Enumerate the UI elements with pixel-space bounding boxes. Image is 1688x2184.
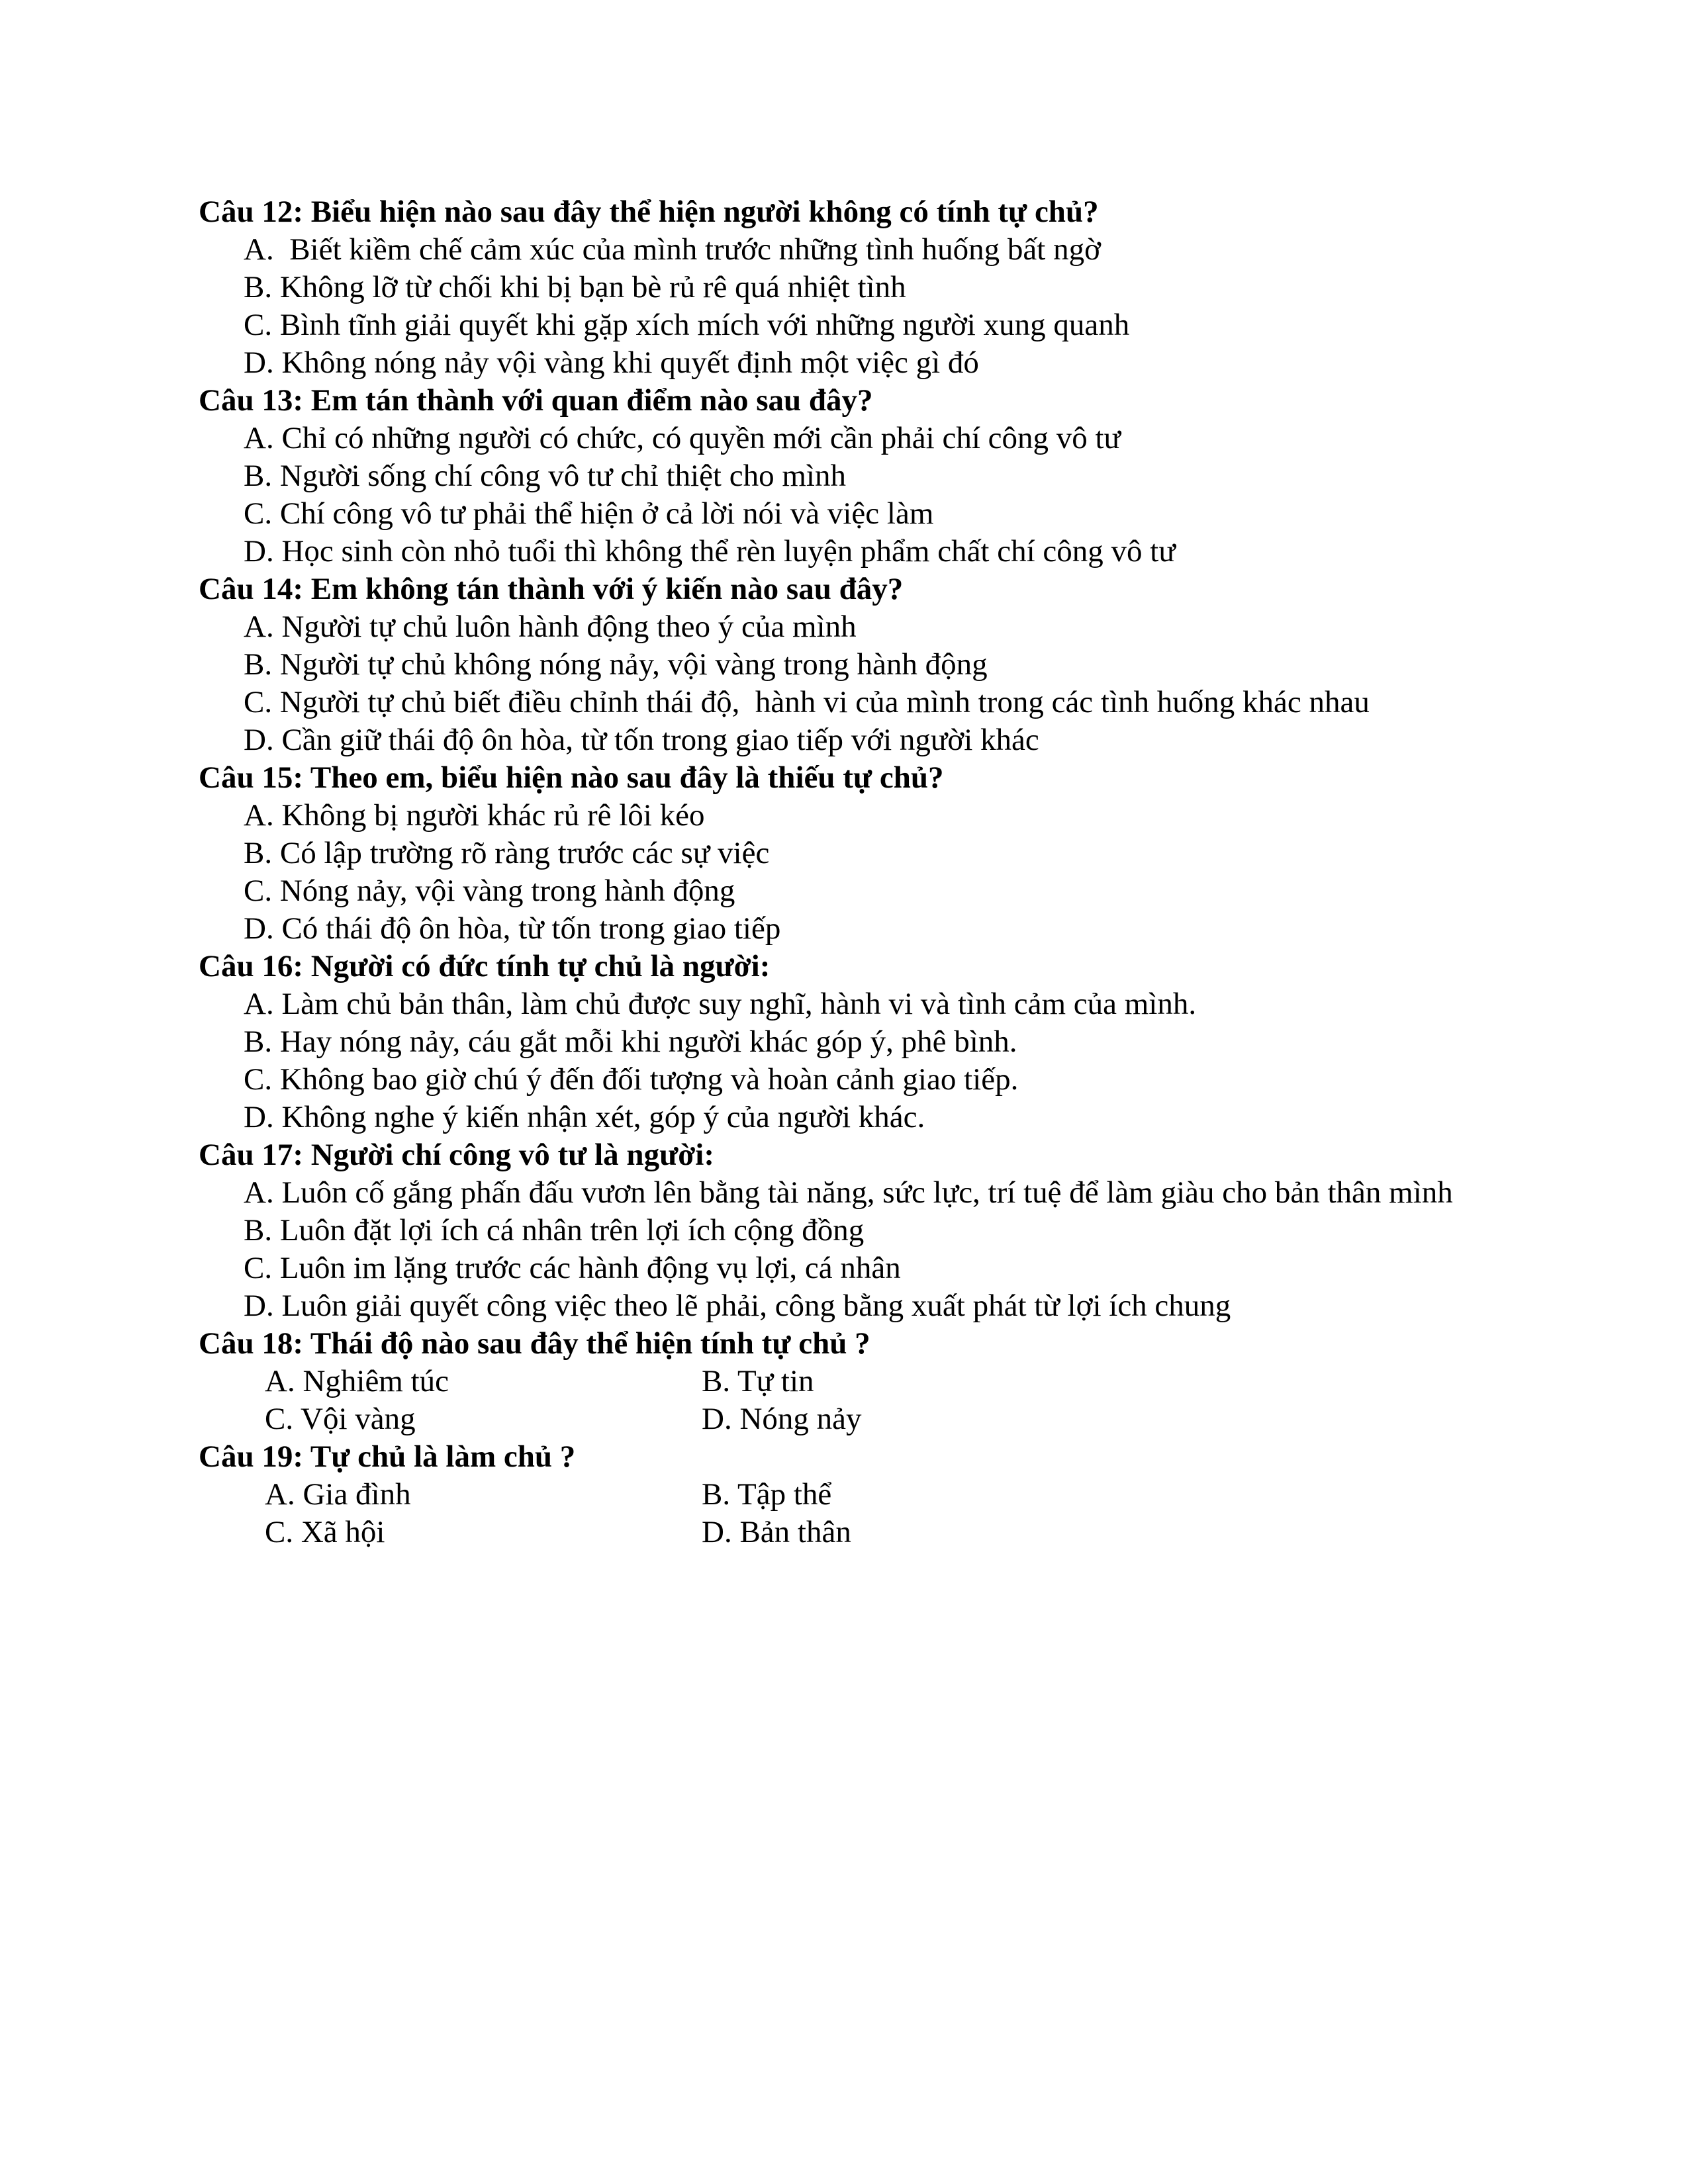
- question-12-option-c: C. Bình tĩnh giải quyết khi gặp xích mích với những người xung quanh: [244, 308, 1130, 342]
- question-17: [199, 1136, 1503, 1325]
- question-19-option-c: C. Xã hội: [265, 1515, 385, 1549]
- question-16-option-c: C. Không bao giờ chú ý đến đối tượng và hoàn cảnh giao tiếp.: [244, 1062, 1019, 1097]
- question-18-option-b: B. Tự tin: [702, 1364, 814, 1398]
- question-14-option-c: C. Người tự chủ biết điều chỉnh thái độ, hành vi của mình trong các tình huống khác nhau: [244, 685, 1370, 719]
- question-14-option-d: D. Cần giữ thái độ ôn hòa, từ tốn trong giao tiếp với người khác: [244, 723, 1039, 757]
- question-17-option-d: D. Luôn giải quyết công việc theo lẽ phải, công bằng xuất phát từ lợi ích chung: [244, 1289, 1231, 1323]
- question-13-option-a: A. Chỉ có những người có chức, có quyền mới cần phải chí công vô tư: [244, 421, 1121, 455]
- question-16: [199, 948, 1503, 1136]
- question-14-option-a: A. Người tự chủ luôn hành động theo ý của mình: [244, 610, 857, 644]
- question-19-option-a: A. Gia đình: [265, 1477, 411, 1512]
- question-13-option-b: B. Người sống chí công vô tư chỉ thiệt cho mình: [244, 459, 846, 493]
- question-14: [199, 570, 1503, 759]
- question-18-title: Câu 18: Thái độ nào sau đây thể hiện tính tự chủ ?: [199, 1326, 870, 1361]
- question-18-option-c: C. Vội vàng: [265, 1402, 416, 1436]
- question-15-option-a: A. Không bị người khác rủ rê lôi kéo: [244, 798, 705, 833]
- question-16-option-b: B. Hay nóng nảy, cáu gắt mỗi khi người khác góp ý, phê bình.: [244, 1024, 1017, 1059]
- question-15-option-c: C. Nóng nảy, vội vàng trong hành động: [244, 874, 735, 908]
- question-18-options: [199, 1363, 1503, 1438]
- question-12-option-b: B. Không lỡ từ chối khi bị bạn bè rủ rê quá nhiệt tình: [244, 270, 906, 304]
- question-13-title: Câu 13: Em tán thành với quan điểm nào sau đây?: [199, 383, 873, 418]
- question-16-title: Câu 16: Người có đức tính tự chủ là người:: [199, 949, 771, 983]
- question-12-option-d: D. Không nóng nảy vội vàng khi quyết định một việc gì đó: [244, 345, 979, 380]
- question-19-option-b: B. Tập thể: [702, 1477, 832, 1512]
- question-18-option-a: A. Nghiêm túc: [265, 1364, 449, 1398]
- question-19-options: [199, 1476, 1503, 1551]
- question-19: [199, 1438, 1503, 1551]
- question-15-title: Câu 15: Theo em, biểu hiện nào sau đây là thiếu tự chủ?: [199, 760, 944, 795]
- question-17-option-a: A. Luôn cố gắng phấn đấu vươn lên bằng tài năng, sức lực, trí tuệ để làm giàu cho bản thân mình: [244, 1175, 1453, 1210]
- question-14-option-b: B. Người tự chủ không nóng nảy, vội vàng trong hành động: [244, 647, 988, 682]
- question-13-option-d: D. Học sinh còn nhỏ tuổi thì không thể rèn luyện phẩm chất chí công vô tư: [244, 534, 1176, 569]
- question-19-title: Câu 19: Tự chủ là làm chủ ?: [199, 1439, 576, 1474]
- question-12-option-a: A. Biết kiềm chế cảm xúc của mình trước những tình huống bất ngờ: [244, 232, 1101, 267]
- question-12: [199, 193, 1503, 382]
- question-19-option-d: D. Bản thân: [702, 1515, 851, 1549]
- question-17-option-c: C. Luôn im lặng trước các hành động vụ lợi, cá nhân: [244, 1251, 901, 1285]
- question-16-option-d: D. Không nghe ý kiến nhận xét, góp ý của người khác.: [244, 1100, 925, 1134]
- question-17-option-b: B. Luôn đặt lợi ích cá nhân trên lợi ích cộng đồng: [244, 1213, 865, 1248]
- question-12-title: Câu 12: Biểu hiện nào sau đây thể hiện người không có tính tự chủ?: [199, 195, 1099, 229]
- question-13: [199, 382, 1503, 570]
- question-17-title: Câu 17: Người chí công vô tư là người:: [199, 1138, 715, 1172]
- question-14-title: Câu 14: Em không tán thành với ý kiến nào sau đây?: [199, 572, 904, 606]
- question-16-option-a: A. Làm chủ bản thân, làm chủ được suy nghĩ, hành vi và tình cảm của mình.: [244, 987, 1197, 1021]
- question-15: [199, 759, 1503, 948]
- question-15-option-b: B. Có lập trường rõ ràng trước các sự việc: [244, 836, 770, 870]
- question-18-option-d: D. Nóng nảy: [702, 1402, 862, 1436]
- question-13-option-c: C. Chí công vô tư phải thể hiện ở cả lời nói và việc làm: [244, 496, 934, 531]
- question-18: [199, 1325, 1503, 1438]
- question-15-option-d: D. Có thái độ ôn hòa, từ tốn trong giao tiếp: [244, 911, 781, 946]
